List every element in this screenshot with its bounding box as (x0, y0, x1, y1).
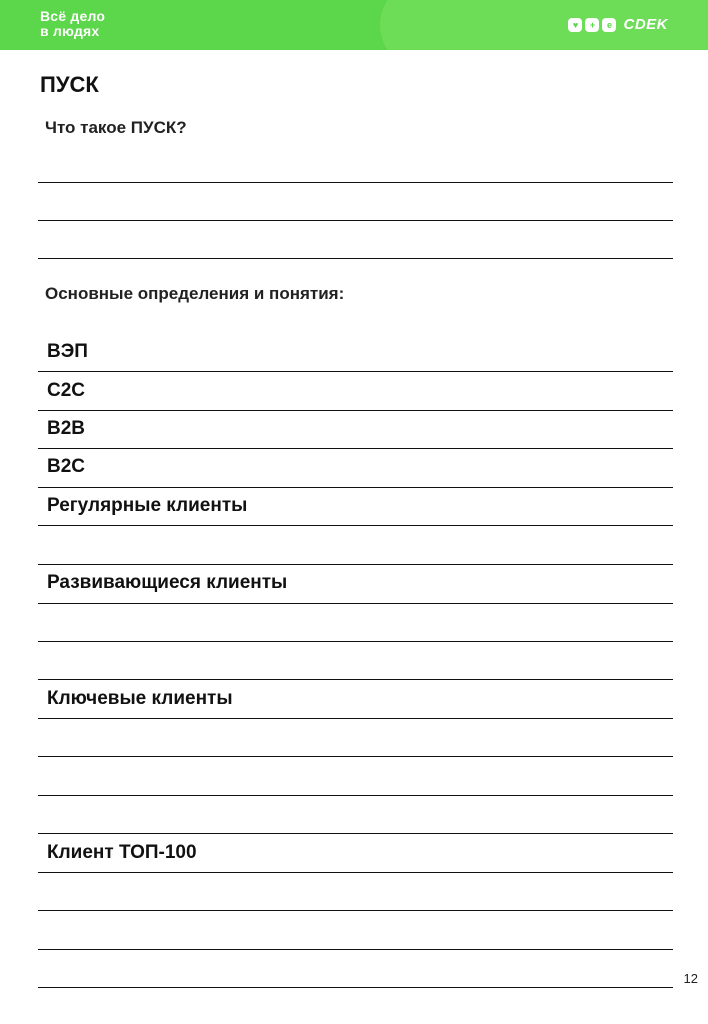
answer-line (38, 756, 673, 757)
answer-line (38, 795, 673, 796)
answer-line (38, 603, 673, 604)
header-banner (0, 0, 708, 50)
logo-text: CDEK (623, 16, 668, 33)
term-b2c: B2C (47, 456, 86, 477)
page-number: 12 (683, 971, 698, 986)
brand-logo (568, 17, 668, 33)
answer-line (38, 182, 673, 183)
plus-icon: + (585, 18, 599, 32)
answer-line (38, 679, 673, 680)
answer-line (38, 833, 673, 834)
term-developing-clients: Развивающиеся клиенты (47, 572, 288, 593)
answer-line (38, 910, 673, 911)
e-icon: e (602, 18, 616, 32)
answer-line (38, 525, 673, 526)
answer-line (38, 564, 673, 565)
term-c2c: C2C (47, 380, 86, 401)
term-b2b: B2B (47, 418, 86, 439)
heart-icon: ♥ (568, 18, 582, 32)
term-regular-clients: Регулярные клиенты (47, 495, 248, 516)
slogan (40, 9, 105, 39)
question-heading: Что такое ПУСК? (45, 118, 187, 137)
slogan-line-1: Всё дело (40, 8, 106, 24)
term-top-100-client: Клиент ТОП-100 (47, 842, 197, 863)
slogan-line-2: в людях (40, 23, 100, 39)
term-key-clients: Ключевые клиенты (47, 688, 233, 709)
page-title: ПУСК (40, 72, 99, 97)
answer-line (38, 371, 673, 372)
answer-line (38, 258, 673, 259)
answer-line (38, 987, 673, 988)
definitions-heading: Основные определения и понятия: (45, 284, 345, 303)
answer-line (38, 872, 673, 873)
answer-line (38, 949, 673, 950)
answer-line (38, 410, 673, 411)
term-vep: ВЭП (47, 341, 88, 362)
answer-line (38, 448, 673, 449)
answer-line (38, 487, 673, 488)
answer-line (38, 718, 673, 719)
answer-line (38, 220, 673, 221)
answer-line (38, 641, 673, 642)
